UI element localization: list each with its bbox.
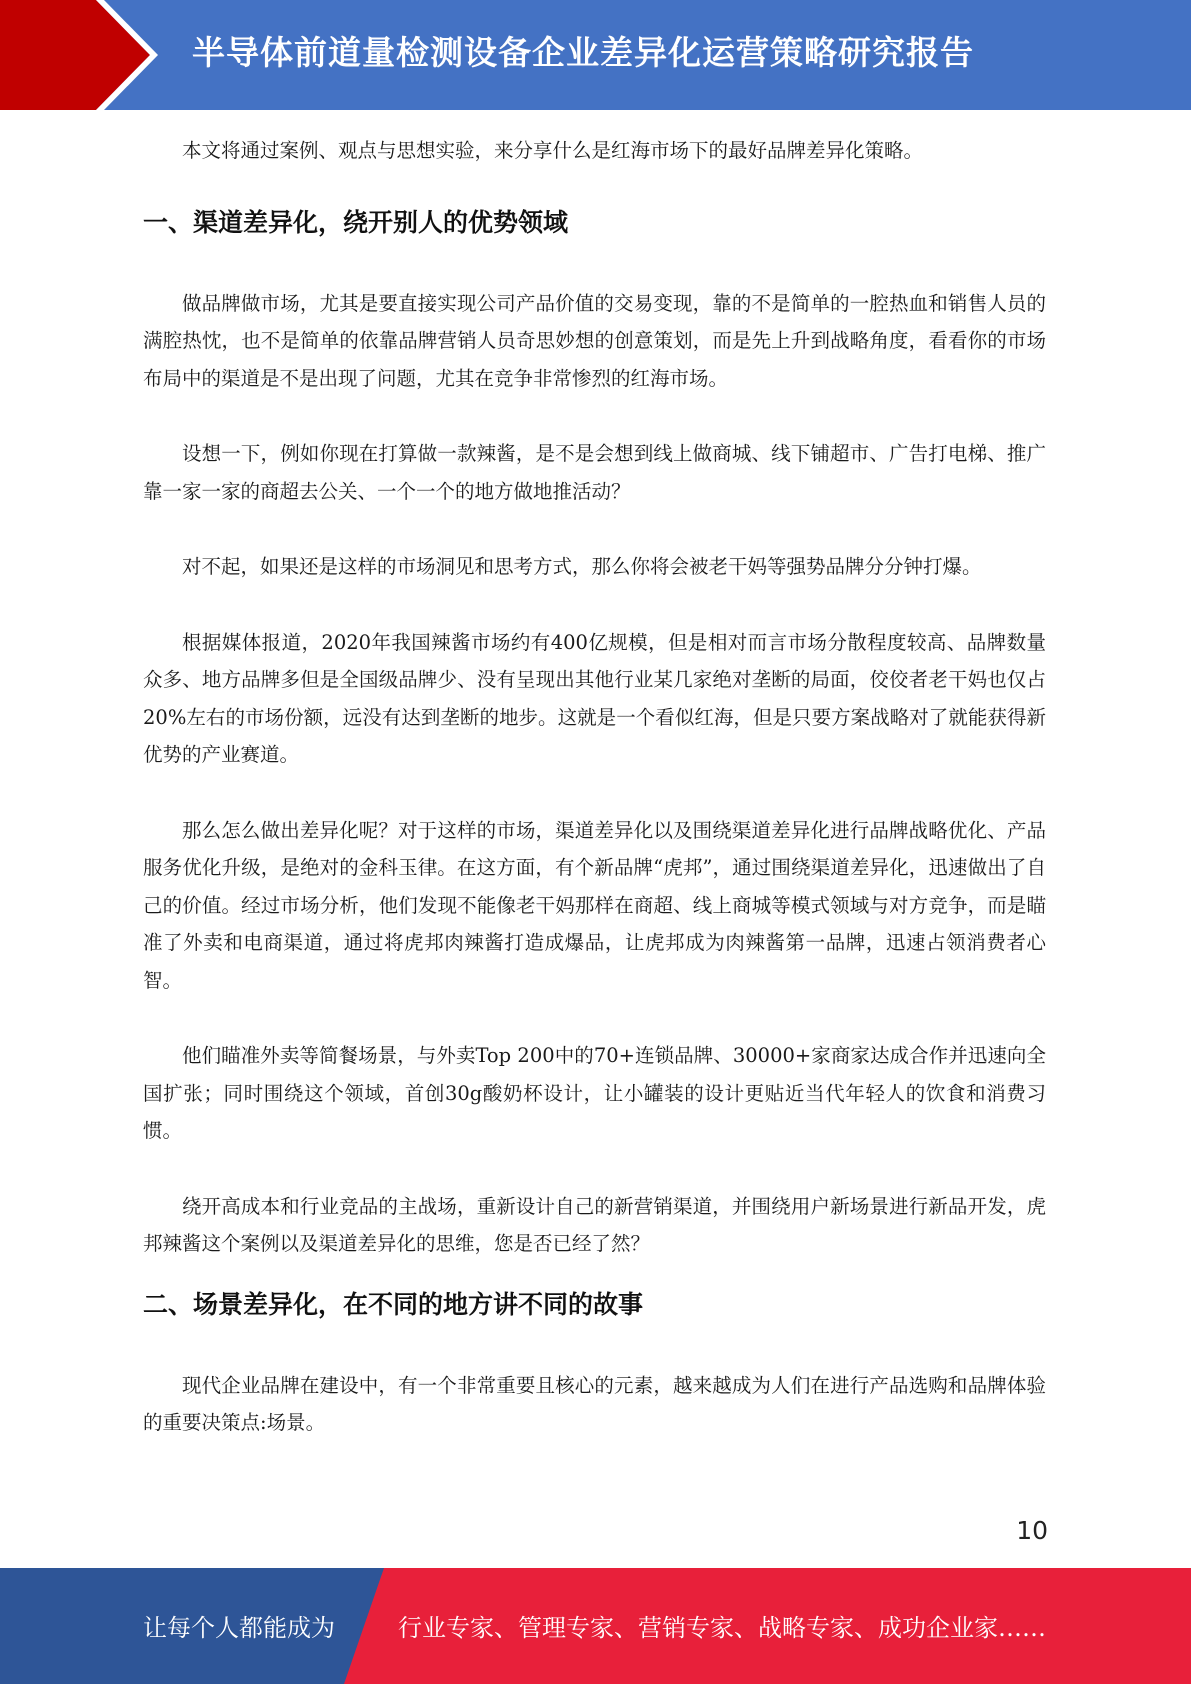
document-body	[143, 132, 1046, 1442]
intro-paragraph: 本文将通过案例、观点与思想实验，来分享什么是红海市场下的最好品牌差异化策略。	[182, 139, 924, 162]
paragraph: 做品牌做市场，尤其是要直接实现公司产品价值的交易变现，靠的不是简单的一腔热血和销售人员的满腔热忱，也不是简单的依靠品牌营销人员奇思妙想的创意策划，而是先上升到战略角度，看看你的市场布局中的渠道是不是出现了问题，尤其在竞争非常惨烈的红海市场。	[143, 291, 1046, 390]
document-title: 半导体前道量检测设备企业差异化运营策略研究报告	[192, 33, 974, 72]
paragraph: 根据媒体报道，2020年我国辣酱市场约有400亿规模，但是相对而言市场分散程度较高、品牌数量众多、地方品牌多但是全国级品牌少、没有呈现出其他行业某几家绝对垄断的局面，佼佼者老干妈也仅占20%左右的市场份额，远没有达到垄断的地步。这就是一个看似红海，但是只要方案战略对了就能获得新优势的产业赛道。	[143, 630, 1046, 766]
footer-roles: 行业专家、管理专家、营销专家、战略专家、成功企业家……	[398, 1614, 1046, 1642]
page-header	[0, 0, 1191, 110]
paragraph: 那么怎么做出差异化呢？对于这样的市场，渠道差异化以及围绕渠道差异化进行品牌战略优化、产品服务优化升级，是绝对的金科玉律。在这方面，有个新品牌“虎邦”，通过围绕渠道差异化，迅速做出了自己的价值。经过市场分析，他们发现不能像老干妈那样在商超、线上商城等模式领域与对方竞争，而是瞄准了外卖和电商渠道，通过将虎邦肉辣酱打造成爆品，让虎邦成为肉辣酱第一品牌，迅速占领消费者心智。	[143, 818, 1046, 992]
paragraph: 他们瞄准外卖等简餐场景，与外卖Top 200中的70+连锁品牌、30000+家商家达成合作并迅速向全国扩张；同时围绕这个领域，首创30g酸奶杯设计，让小罐装的设计更贴近当代年轻人的饮食和消费习惯。	[143, 1044, 1046, 1142]
page-number: 10	[1016, 1516, 1048, 1545]
paragraph: 现代企业品牌在建设中，有一个非常重要且核心的元素，越来越成为人们在进行产品选购和品牌体验的重要决策点:场景。	[143, 1373, 1046, 1434]
paragraph: 设想一下，例如你现在打算做一款辣酱，是不是会想到线上做商城、线下铺超市、广告打电梯、推广靠一家一家的商超去公关、一个一个的地方做地推活动？	[143, 442, 1046, 503]
page-footer	[0, 1568, 1191, 1684]
section-heading: 二、场景差异化，在不同的地方讲不同的故事	[143, 1289, 644, 1319]
chevron-arrow-icon	[0, 0, 160, 110]
paragraph: 绕开高成本和行业竞品的主战场，重新设计自己的新营销渠道，并围绕用户新场景进行新品开发，虎邦辣酱这个案例以及渠道差异化的思维，您是否已经了然？	[143, 1194, 1046, 1255]
section-heading: 一、渠道差异化，绕开别人的优势领域	[143, 207, 569, 237]
footer-slogan: 让每个人都能成为	[143, 1614, 335, 1642]
paragraph: 对不起，如果还是这样的市场洞见和思考方式，那么你将会被老干妈等强势品牌分分钟打爆。	[182, 555, 982, 578]
